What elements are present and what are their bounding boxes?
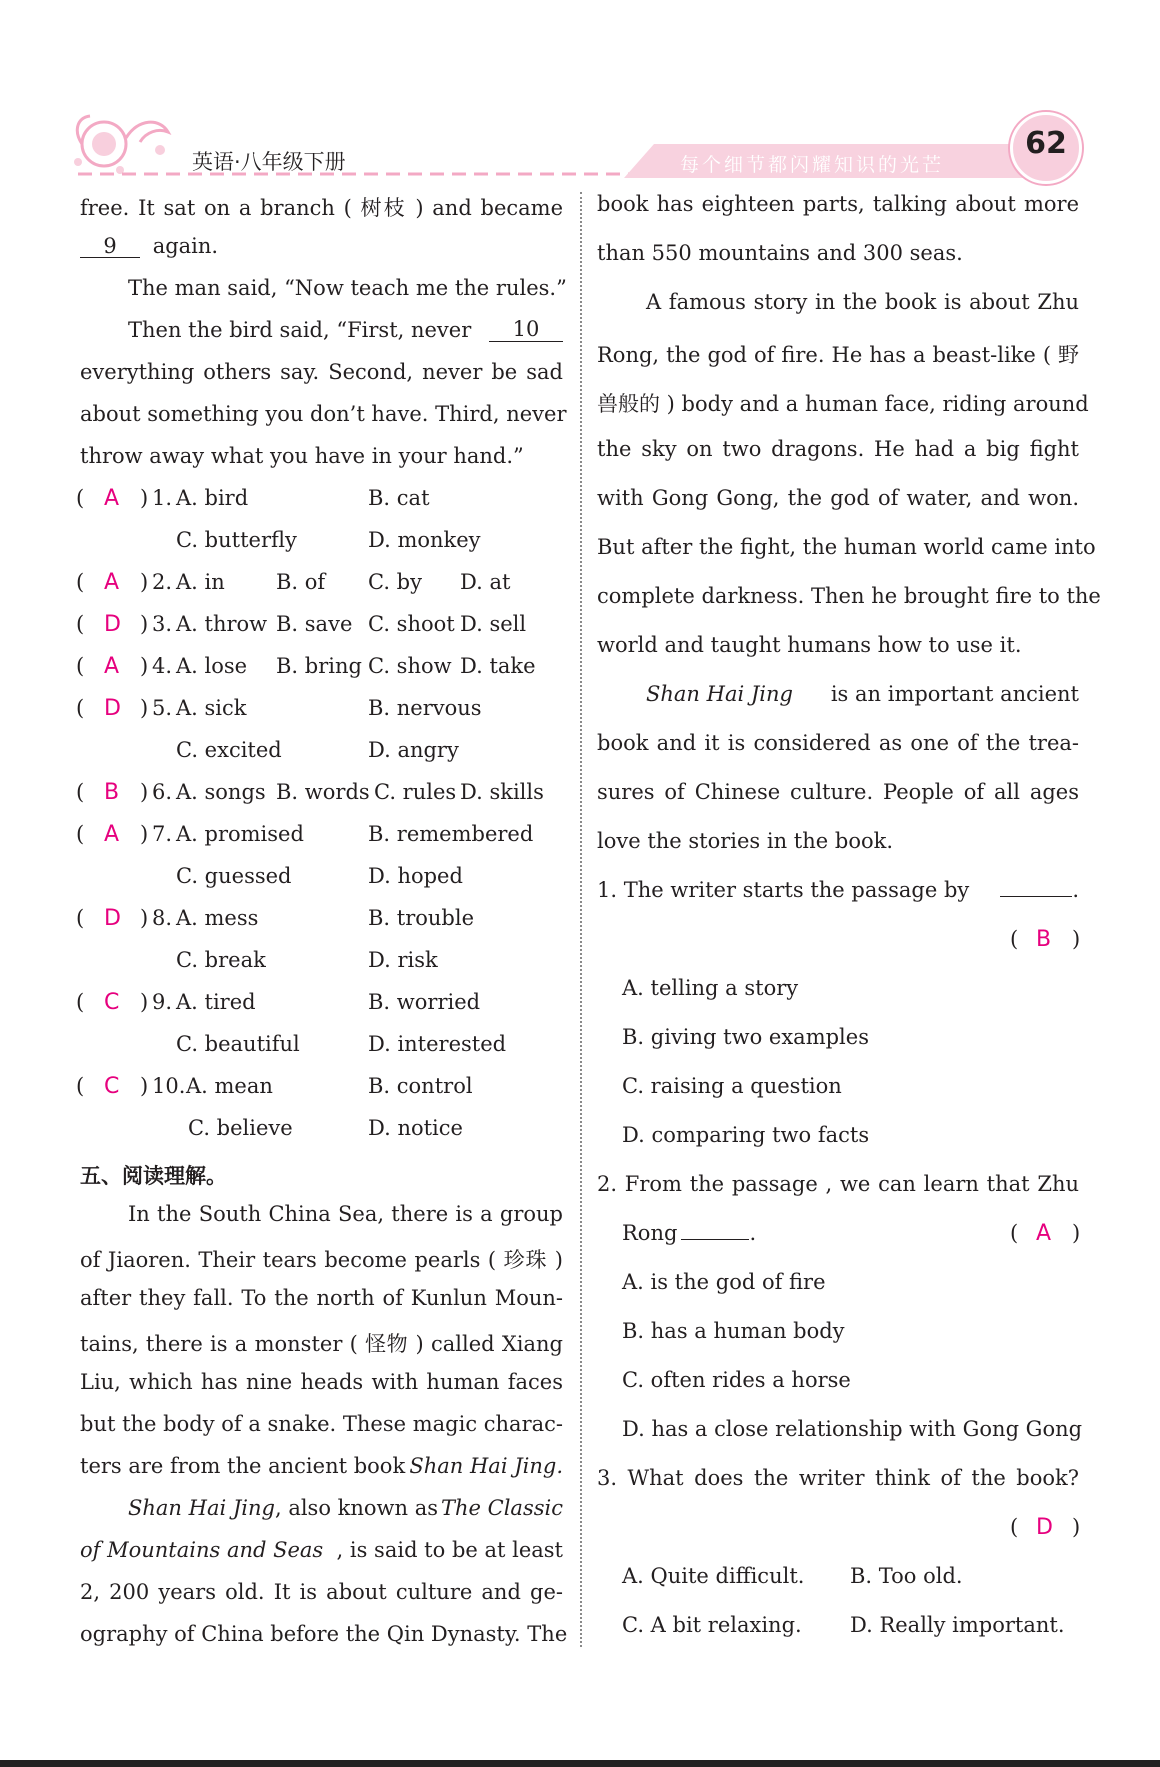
- reading-text: , is said to be at least: [336, 1538, 563, 1562]
- option-d: D. comparing two facts: [622, 1123, 870, 1147]
- option-b: B. save: [276, 612, 353, 636]
- bottom-edge: [0, 1760, 1160, 1767]
- option-a: A. is the god of fire: [622, 1270, 826, 1294]
- question-number: 10.: [152, 1074, 186, 1098]
- book-title-italic: of Mountains and Seas: [80, 1538, 324, 1562]
- option-c: C. break: [176, 948, 266, 972]
- option-a: A. promised: [176, 822, 304, 846]
- option-c: C. butterfly: [176, 528, 297, 552]
- option-a: A. mean: [186, 1074, 273, 1098]
- option-a: A. songs: [176, 780, 266, 804]
- reading-line: ography of China before the Qin Dynasty. The: [80, 1622, 568, 1646]
- option-c: C. guessed: [176, 864, 292, 888]
- option-c: C. beautiful: [176, 1032, 300, 1056]
- passage-text: again.: [152, 234, 219, 258]
- answer-q2: A: [1036, 1221, 1052, 1246]
- reading-line: with Gong Gong, the god of water, and won.: [597, 486, 1079, 510]
- passage-text: Then the bird said, “First, never: [128, 318, 472, 342]
- reading-text: , also known as: [274, 1496, 439, 1520]
- option-b: B. trouble: [368, 906, 475, 930]
- answer-q3: D: [1036, 1515, 1053, 1540]
- reading-line: But after the fight, the human world came into: [597, 535, 1096, 559]
- answer-5: D: [104, 696, 121, 721]
- reading-line: after they fall. To the north of Kunlun Moun-: [80, 1286, 563, 1310]
- answer-4: A: [104, 654, 120, 679]
- option-d: D. has a close relationship with Gong Gong: [622, 1417, 1083, 1441]
- answer-2: A: [104, 570, 120, 595]
- option-b: B. worried: [368, 990, 481, 1014]
- question-number: 9.: [152, 990, 173, 1014]
- slogan: 每个细节都闪耀知识的光芒: [680, 154, 945, 176]
- answer-10: C: [104, 1074, 120, 1099]
- option-c: C. show: [368, 654, 452, 678]
- option-c: C. shoot: [368, 612, 455, 636]
- answer-q1: B: [1036, 927, 1052, 952]
- passage-line: about something you don’t have. Third, never: [80, 402, 567, 426]
- option-d: D. Really important.: [850, 1613, 1065, 1637]
- option-d: D. angry: [368, 738, 459, 762]
- passage-line: free. It sat on a branch ( 树枝 ) and became: [80, 196, 563, 220]
- option-a: A. telling a story: [622, 976, 799, 1000]
- answer-6: B: [104, 780, 120, 805]
- question-text: 3. What does the writer think of the book?: [597, 1466, 1079, 1490]
- reading-line: the sky on two dragons. He had a big fight: [597, 437, 1079, 461]
- answer-1: A: [104, 486, 120, 511]
- question-stem: 1. The writer starts the passage by .: [597, 878, 1079, 902]
- option-d: D. monkey: [368, 528, 481, 552]
- option-c: C. often rides a horse: [622, 1368, 851, 1392]
- option-c: C. believe: [188, 1116, 293, 1140]
- question-number: 4.: [152, 654, 173, 678]
- reading-text: ters are from the ancient book: [80, 1454, 406, 1478]
- option-a: A. bird: [176, 486, 249, 510]
- option-a: A. sick: [176, 696, 247, 720]
- reading-line: of Jiaoren. Their tears become pearls ( 珍珠 ): [80, 1248, 563, 1272]
- question-number: 6.: [152, 780, 173, 804]
- option-d: D. risk: [368, 948, 438, 972]
- book-title-italic: Shan Hai Jing: [128, 1496, 275, 1520]
- answer-3: D: [104, 612, 121, 637]
- option-a: A. mess: [176, 906, 259, 930]
- option-b: B. Too old.: [850, 1564, 963, 1588]
- option-a: A. Quite difficult.: [622, 1564, 805, 1588]
- option-a: A. lose: [176, 654, 248, 678]
- answer-blank: [1000, 896, 1072, 897]
- question-number: 3.: [152, 612, 173, 636]
- passage-line: throw away what you have in your hand.”: [80, 444, 524, 468]
- option-a: A. tired: [176, 990, 256, 1014]
- reading-line: Rong, the god of fire. He has a beast-like ( 野: [597, 343, 1079, 367]
- option-b: B. cat: [368, 486, 430, 510]
- reading-line: world and taught humans how to use it.: [597, 633, 1022, 657]
- option-d: D. interested: [368, 1032, 507, 1056]
- reading-line: Liu, which has nine heads with human faces: [80, 1370, 563, 1394]
- page-number: 62: [1025, 126, 1067, 161]
- option-d: D. hoped: [368, 864, 463, 888]
- reading-line: complete darkness. Then he brought fire to the: [597, 584, 1101, 608]
- option-c: C. by: [368, 570, 422, 594]
- reading-line: sures of Chinese culture. People of all ages: [597, 780, 1079, 804]
- answer-blank: [681, 1239, 749, 1240]
- blank-10: 10: [489, 318, 563, 342]
- option-b: B. bring: [276, 654, 362, 678]
- reading-line: than 550 mountains and 300 seas.: [597, 241, 963, 265]
- passage-line: everything others say. Second, never be sad: [80, 360, 563, 384]
- option-d: D. sell: [460, 612, 527, 636]
- option-d: D. notice: [368, 1116, 463, 1140]
- question-stem: Rong .: [622, 1221, 757, 1245]
- reading-line: book has eighteen parts, talking about more: [597, 192, 1079, 216]
- option-b: B. remembered: [368, 822, 534, 846]
- question-number: 2.: [152, 570, 173, 594]
- option-b: B. of: [276, 570, 326, 594]
- reading-line: In the South China Sea, there is a group: [128, 1202, 563, 1226]
- blank-9: 9: [80, 235, 140, 258]
- reading-line: book and it is considered as one of the trea-: [597, 731, 1079, 755]
- option-d: D. skills: [460, 780, 544, 804]
- answer-7: A: [104, 822, 120, 847]
- reading-line: tains, there is a monster ( 怪物 ) called Xiang: [80, 1332, 563, 1356]
- question-number: 5.: [152, 696, 173, 720]
- option-b: B. control: [368, 1074, 473, 1098]
- question-text: Rong: [622, 1221, 678, 1245]
- left-column: free. It sat on a branch ( 树枝 ) and became 9 again. The man said, “Now teach me the rules.” Then the bird said, “First, never 10 everything others say. Second, never be sad about something you don’t have. Third, never throw away what you have in your hand.” ( A ) 1. A. bird B. cat C. butterfly D. monkey ( A ) 2. A. in B. of C. by D. at ( D ) 3. A. throw B. save C. shoot D. sell ( A ) 4. A. lose B. bring C. show D. take ( D ) 5. A. sick B. nervous C. excited D. angry ( B ) 6. A. songs B. words C. rules D. skills ( A ) 7. A. promised B. remembered C. guessed D. hoped ( D ) 8. A. mess B. trouble C. break D. risk ( C ) 9. A. tired B. worried C. beautiful D. interested ( C ) 10. A. mean B. control C. believe D. notice 五、阅读理解。 In the South China Sea, there is a group of Jiaoren. Their tears become pearls ( 珍珠 ) after they fall. To the north of Kunlun Moun- tains, there is a monster ( 怪物 ) called Xiang Liu, which has nine heads with human faces but the body of a snake. These magic charac- ters are from the ancient book Shan Hai Jing. Shan Hai Jing, also known as The Classic of Mountains and Seas , is said to be at least 2, 200 years old. It is about culture and ge- ography of China before the Qin Dynasty. The: [0, 0, 580, 1767]
- option-a: A. in: [176, 570, 225, 594]
- option-c: C. rules: [374, 780, 457, 804]
- option-a: A. throw: [176, 612, 268, 636]
- passage-line: The man said, “Now teach me the rules.”: [128, 276, 567, 300]
- reading-line: A famous story in the book is about Zhu: [646, 290, 1079, 314]
- option-c: C. excited: [176, 738, 282, 762]
- reading-text: is an important ancient: [830, 682, 1079, 706]
- right-column: book has eighteen parts, talking about more than 550 mountains and 300 seas. A famous story in the book is about Zhu Rong, the god of fire. He has a beast-like ( 野 兽般的 ) body and a human face, riding around the sky on two dragons. He had a big fight with Gong Gong, the god of water, and won. But after the fight, the human world came into complete darkness. Then he brought fire to the world and taught humans how to use it. Shan Hai Jing is an important ancient book and it is considered as one of the trea- sures of Chinese culture. People of all ages love the stories in the book. 1. The writer starts the passage by . ( B ) A. telling a story B. giving two examples C. raising a question D. comparing two facts 2. From the passage , we can learn that Zhu Rong . ( A ) A. is the god of fire B. has a human body C. often rides a horse D. has a close relationship with Gong Gong 3. What does the writer think of the book? ( D ) A. Quite difficult. B. Too old. C. A bit relaxing. D. Really important.: [597, 192, 1101, 1637]
- reading-line: 2, 200 years old. It is about culture and ge-: [80, 1580, 563, 1604]
- book-title-italic: Shan Hai Jing.: [409, 1454, 563, 1478]
- option-b: B. words: [276, 780, 370, 804]
- question-number: 7.: [152, 822, 173, 846]
- question-number: 8.: [152, 906, 173, 930]
- option-b: B. nervous: [368, 696, 482, 720]
- question-text: 1. The writer starts the passage by: [597, 878, 970, 902]
- reading-line: [646, 682, 1079, 706]
- question-number: 1.: [152, 486, 173, 510]
- answer-9: C: [104, 990, 120, 1015]
- question-text: 2. From the passage , we can learn that Zhu: [597, 1172, 1079, 1196]
- answer-8: D: [104, 906, 121, 931]
- option-d: D. at: [460, 570, 511, 594]
- reading-line: 兽般的 ) body and a human face, riding around: [597, 392, 1089, 416]
- reading-line: love the stories in the book.: [597, 829, 893, 853]
- book-title-italic: The Classic: [441, 1496, 563, 1520]
- reading-line: but the body of a snake. These magic charac-: [80, 1412, 563, 1436]
- option-d: D. take: [460, 654, 536, 678]
- option-b: B. has a human body: [622, 1319, 845, 1343]
- book-title-italic: Shan Hai Jing: [646, 682, 793, 706]
- option-c: C. raising a question: [622, 1074, 842, 1098]
- book-title: 英语·八年级下册: [192, 150, 346, 174]
- option-b: B. giving two examples: [622, 1025, 869, 1049]
- option-c: C. A bit relaxing.: [622, 1613, 802, 1637]
- section-title: 五、阅读理解。: [80, 1164, 227, 1188]
